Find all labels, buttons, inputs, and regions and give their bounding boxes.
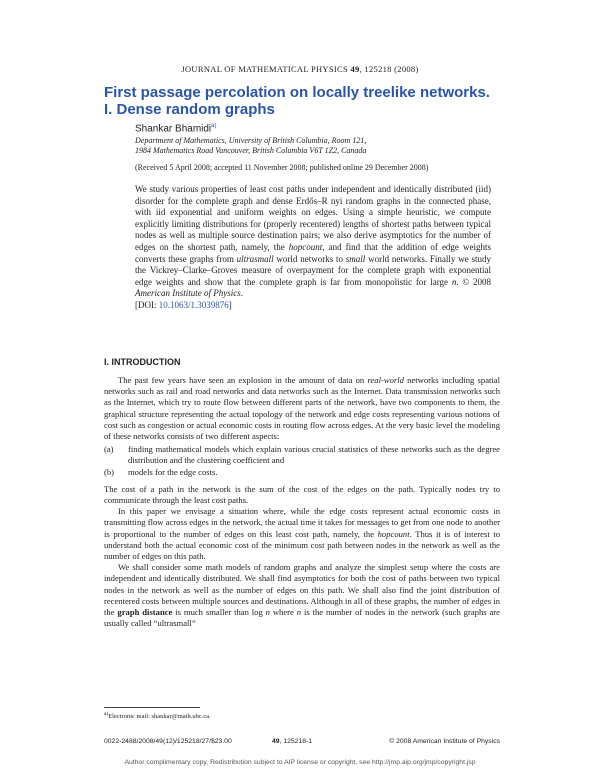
body-emphasis: hopcount	[377, 528, 410, 539]
body-segment: networks including spatial networks such as rail and road networks and data networks such as the Internet. Data transmission networks such as the Internet, which try to route flow between different parts of the network, have two components to them, the graphical structure representing the actual topology of the network and edge costs representing various notions of cost such as congestion or actual economic costs in routing flow across edges. At the very basic level the modeling of these networks consists of two different aspects:	[104, 375, 500, 442]
section-heading: I. INTRODUCTION	[104, 357, 181, 367]
doi-line	[135, 300, 491, 312]
body-emphasis: n	[296, 607, 302, 618]
title-line-2: I. Dense random graphs	[104, 101, 275, 118]
footer-copyright: © 2008 American Institute of Physics	[389, 738, 500, 745]
abstract-emphasis: n	[451, 276, 457, 287]
doi-link[interactable]: 10.1063/1.3039876	[158, 299, 229, 310]
author-name: Shankar Bhamidi	[135, 123, 212, 135]
abstract-segment: world networks. Finally we study the Vickrey–Clarke–Groves measure of overpayment for the complete graph with exponential edge weights and show that the complete graph is far from monopolistic for large	[135, 253, 491, 287]
journal-article-date: , 125218 (2008)	[359, 64, 419, 74]
list-text: models for the edge costs.	[128, 466, 218, 477]
abstract-segment: world networks to	[273, 253, 346, 264]
author-footnote-marker[interactable]: a)	[211, 123, 217, 129]
journal-name: JOURNAL OF MATHEMATICAL PHYSICS	[181, 64, 349, 74]
affiliation-line-1: Department of Mathematics, University of British Columbia, Room 121,	[135, 136, 367, 145]
abstract-segment: . © 2008	[456, 276, 491, 287]
list-item	[104, 467, 500, 478]
body-segment: is the number of nodes in the network (such graphs are usually called “ultrasmall”	[104, 607, 500, 629]
body-paragraph	[104, 562, 500, 629]
list-text: finding mathematical models which explain various crucial statistics of these networks such as the degree distribution and the clustering coefficient and	[128, 444, 500, 466]
abstract-emphasis: hopcount	[288, 241, 323, 252]
body-emphasis: n	[265, 607, 270, 618]
abstract-segment: We study various properties of least cost paths under independent and identically distributed (iid) disorder for the complete graph and dense Erdős–R nyi random graphs in the connected phase, with iid exponential and uniform weights on edges. Using a simple heuristic, we compute explicitly limiting distributions for (properly recentered) lengths of shortest paths between typical nodes as well as multiple source destination pairs; we also derive asymptotics for the number of edges on the shortest path, namely, the	[135, 184, 491, 252]
body-paragraph	[104, 506, 500, 562]
footer-issn: 0022-2488/2008/49(12)/125218/27/$23.00	[104, 738, 232, 745]
author	[135, 123, 217, 134]
aspects-list	[104, 444, 500, 478]
affiliation	[135, 136, 535, 156]
body-bold: graph distance	[117, 607, 173, 618]
abstract-text	[135, 184, 491, 300]
body-segment: where	[269, 607, 297, 618]
list-marker: (a)	[104, 444, 114, 455]
footnote-rule	[104, 707, 200, 708]
body-segment: The past few years have seen an explosion in the amount of data on	[118, 375, 368, 385]
body-segment: We shall consider some math models of random graphs and analyze the simplest setup where the costs are independent and identically distributed. We shall find asymptotics for both the cost of paths between two typical nodes in the network as well as the number of edges on this path. We shall also find the joint distribution of recentered costs between multiple sources and destinations. Although in all of these graphs, the number of edges in the	[104, 562, 500, 618]
footnote-text: Electronic mail: shankar@math.ubc.ca.	[108, 713, 211, 721]
running-head	[0, 64, 600, 74]
abstract-segment: .	[240, 288, 243, 299]
footer-page-number: , 125218-1	[279, 738, 313, 745]
abstract-emphasis: ultrasmall	[236, 253, 274, 264]
body-segment: In this paper we envisage a situation where, while the edge costs represent actual economic costs in transmitting flow across edges in the network, the actual time it takes for messages to get from one node to another is proportional to the number of edges on this least cost path, namely, the	[104, 506, 500, 539]
copyright-notice[interactable]: Author complimentary copy. Redistribution subject to AIP license or copyright, see http://jmp.aip.org/jmp/copyright.jsp	[124, 759, 476, 766]
affiliation-line-2: 1984 Mathematics Road Vancouver, British Columbia V6T 1Z2, Canada	[135, 146, 367, 155]
footnote-marker: a)	[104, 711, 109, 717]
abstract-segment: , and find that the addition of edge weights converts these graphs from	[135, 241, 491, 264]
list-marker: (b)	[104, 466, 115, 477]
abstract-emphasis: American Institute of Physics	[135, 288, 241, 299]
received-dates: (Received 5 April 2008; accepted 11 November 2008; published online 29 December 2008)	[135, 163, 429, 172]
abstract-emphasis: small	[345, 253, 366, 264]
footer-page-id	[272, 738, 312, 745]
body-segment: . Thus it is of interest to understand both the actual economic cost of the minimum cost path between nodes in the network as well as the number of edges on this path.	[104, 528, 500, 562]
footnote	[104, 711, 211, 720]
body-text	[104, 375, 500, 629]
title-line-1: First passage percolation on locally treelike networks.	[104, 84, 490, 101]
body-paragraph: The cost of a path in the network is the sum of the cost of the edges on the path. Typically nodes try to communicate through the least cost paths.	[104, 483, 500, 506]
body-emphasis: real-world	[367, 375, 404, 385]
doi-suffix: ]	[228, 299, 232, 310]
doi-prefix: [DOI:	[135, 299, 159, 310]
body-paragraph	[104, 375, 500, 442]
abstract	[135, 184, 491, 312]
list-item	[104, 444, 500, 466]
paper-title	[104, 84, 524, 118]
body-segment: is much smaller than log	[172, 607, 266, 618]
footer-volume: 49	[272, 738, 280, 745]
journal-volume: 49	[350, 64, 360, 74]
